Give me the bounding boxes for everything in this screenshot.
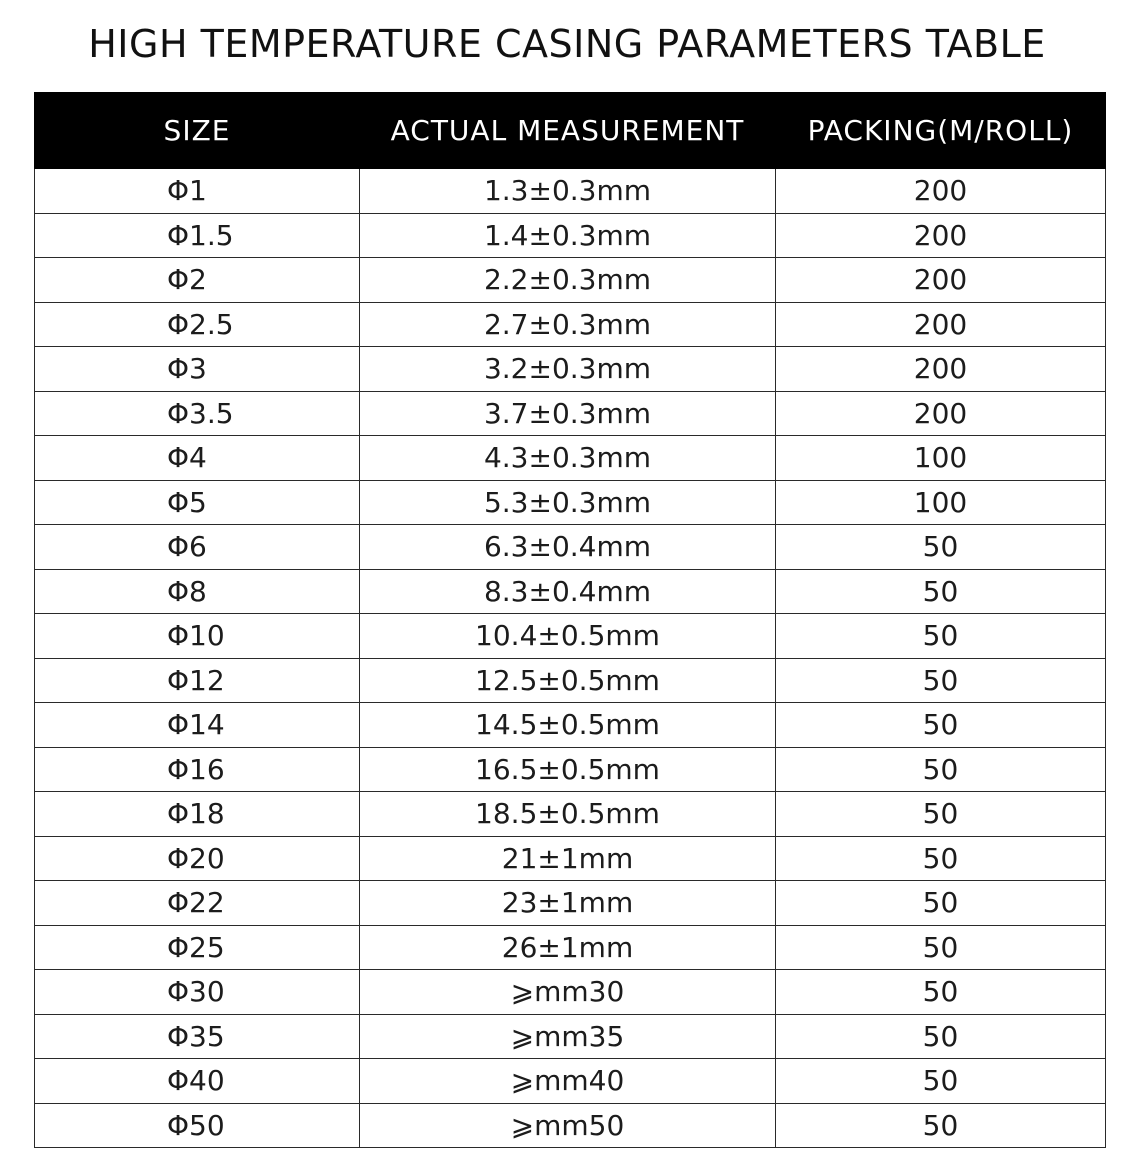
table-row [35, 302, 1106, 347]
measurement-cell: 18.5±0.5mm [360, 792, 776, 837]
measurement-cell: 5.3±0.3mm [360, 480, 776, 525]
measurement-cell: 1.3±0.3mm [360, 169, 776, 214]
packing-cell: 200 [776, 391, 1106, 436]
table-row [35, 480, 1106, 525]
size-cell: Φ30 [35, 970, 360, 1015]
size-cell: Φ10 [35, 614, 360, 659]
packing-cell: 50 [776, 569, 1106, 614]
measurement-cell: 2.7±0.3mm [360, 302, 776, 347]
size-cell: Φ18 [35, 792, 360, 837]
size-cell: Φ22 [35, 881, 360, 926]
packing-cell: 200 [776, 213, 1106, 258]
table-row [35, 1103, 1106, 1148]
packing-cell: 50 [776, 614, 1106, 659]
packing-cell: 100 [776, 480, 1106, 525]
packing-cell: 50 [776, 658, 1106, 703]
packing-cell: 200 [776, 258, 1106, 303]
table-body [35, 169, 1106, 1148]
size-cell: Φ2 [35, 258, 360, 303]
table-row [35, 213, 1106, 258]
packing-cell: 50 [776, 1059, 1106, 1104]
packing-cell: 50 [776, 881, 1106, 926]
size-cell: Φ5 [35, 480, 360, 525]
table-row [35, 970, 1106, 1015]
measurement-cell: 6.3±0.4mm [360, 525, 776, 570]
measurement-cell: 8.3±0.4mm [360, 569, 776, 614]
measurement-cell: 23±1mm [360, 881, 776, 926]
table-row [35, 658, 1106, 703]
packing-cell: 50 [776, 792, 1106, 837]
table-row [35, 925, 1106, 970]
packing-cell: 50 [776, 1014, 1106, 1059]
table-row [35, 836, 1106, 881]
table-row [35, 391, 1106, 436]
size-cell: Φ50 [35, 1103, 360, 1148]
size-cell: Φ14 [35, 703, 360, 748]
packing-cell: 50 [776, 925, 1106, 970]
measurement-cell: ⩾mm50 [360, 1103, 776, 1148]
size-cell: Φ6 [35, 525, 360, 570]
table-row [35, 1014, 1106, 1059]
size-cell: Φ20 [35, 836, 360, 881]
size-cell: Φ40 [35, 1059, 360, 1104]
measurement-cell: 21±1mm [360, 836, 776, 881]
table-header [35, 93, 1106, 169]
table-row [35, 258, 1106, 303]
size-cell: Φ3 [35, 347, 360, 392]
measurement-cell: 12.5±0.5mm [360, 658, 776, 703]
packing-cell: 200 [776, 302, 1106, 347]
packing-cell: 200 [776, 169, 1106, 214]
measurement-cell: 4.3±0.3mm [360, 436, 776, 481]
packing-cell: 50 [776, 836, 1106, 881]
table-row [35, 1059, 1106, 1104]
packing-cell: 50 [776, 747, 1106, 792]
packing-cell: 50 [776, 703, 1106, 748]
size-cell: Φ4 [35, 436, 360, 481]
table-row [35, 569, 1106, 614]
size-cell: Φ25 [35, 925, 360, 970]
table-row [35, 614, 1106, 659]
table-row [35, 525, 1106, 570]
packing-cell: 50 [776, 970, 1106, 1015]
size-cell: Φ16 [35, 747, 360, 792]
column-header-actual-measurement: ACTUAL MEASUREMENT [360, 93, 776, 169]
table-row [35, 747, 1106, 792]
size-cell: Φ35 [35, 1014, 360, 1059]
measurement-cell: 1.4±0.3mm [360, 213, 776, 258]
packing-cell: 50 [776, 1103, 1106, 1148]
table-row [35, 703, 1106, 748]
packing-cell: 50 [776, 525, 1106, 570]
measurement-cell: ⩾mm30 [360, 970, 776, 1015]
column-header-size: SIZE [35, 93, 360, 169]
table-row [35, 169, 1106, 214]
measurement-cell: 26±1mm [360, 925, 776, 970]
measurement-cell: ⩾mm35 [360, 1014, 776, 1059]
measurement-cell: 10.4±0.5mm [360, 614, 776, 659]
table-row [35, 436, 1106, 481]
size-cell: Φ8 [35, 569, 360, 614]
size-cell: Φ3.5 [35, 391, 360, 436]
header-row [35, 93, 1106, 169]
size-cell: Φ2.5 [35, 302, 360, 347]
measurement-cell: 16.5±0.5mm [360, 747, 776, 792]
table-row [35, 347, 1106, 392]
size-cell: Φ1.5 [35, 213, 360, 258]
table-row [35, 881, 1106, 926]
packing-cell: 200 [776, 347, 1106, 392]
size-cell: Φ12 [35, 658, 360, 703]
measurement-cell: 14.5±0.5mm [360, 703, 776, 748]
measurement-cell: 3.7±0.3mm [360, 391, 776, 436]
measurement-cell: ⩾mm40 [360, 1059, 776, 1104]
size-cell: Φ1 [35, 169, 360, 214]
packing-cell: 100 [776, 436, 1106, 481]
measurement-cell: 2.2±0.3mm [360, 258, 776, 303]
column-header-packing: PACKING(M/ROLL) [776, 93, 1106, 169]
table-row [35, 792, 1106, 837]
parameters-table [34, 92, 1106, 1148]
page-title: HIGH TEMPERATURE CASING PARAMETERS TABLE [88, 22, 1046, 66]
measurement-cell: 3.2±0.3mm [360, 347, 776, 392]
